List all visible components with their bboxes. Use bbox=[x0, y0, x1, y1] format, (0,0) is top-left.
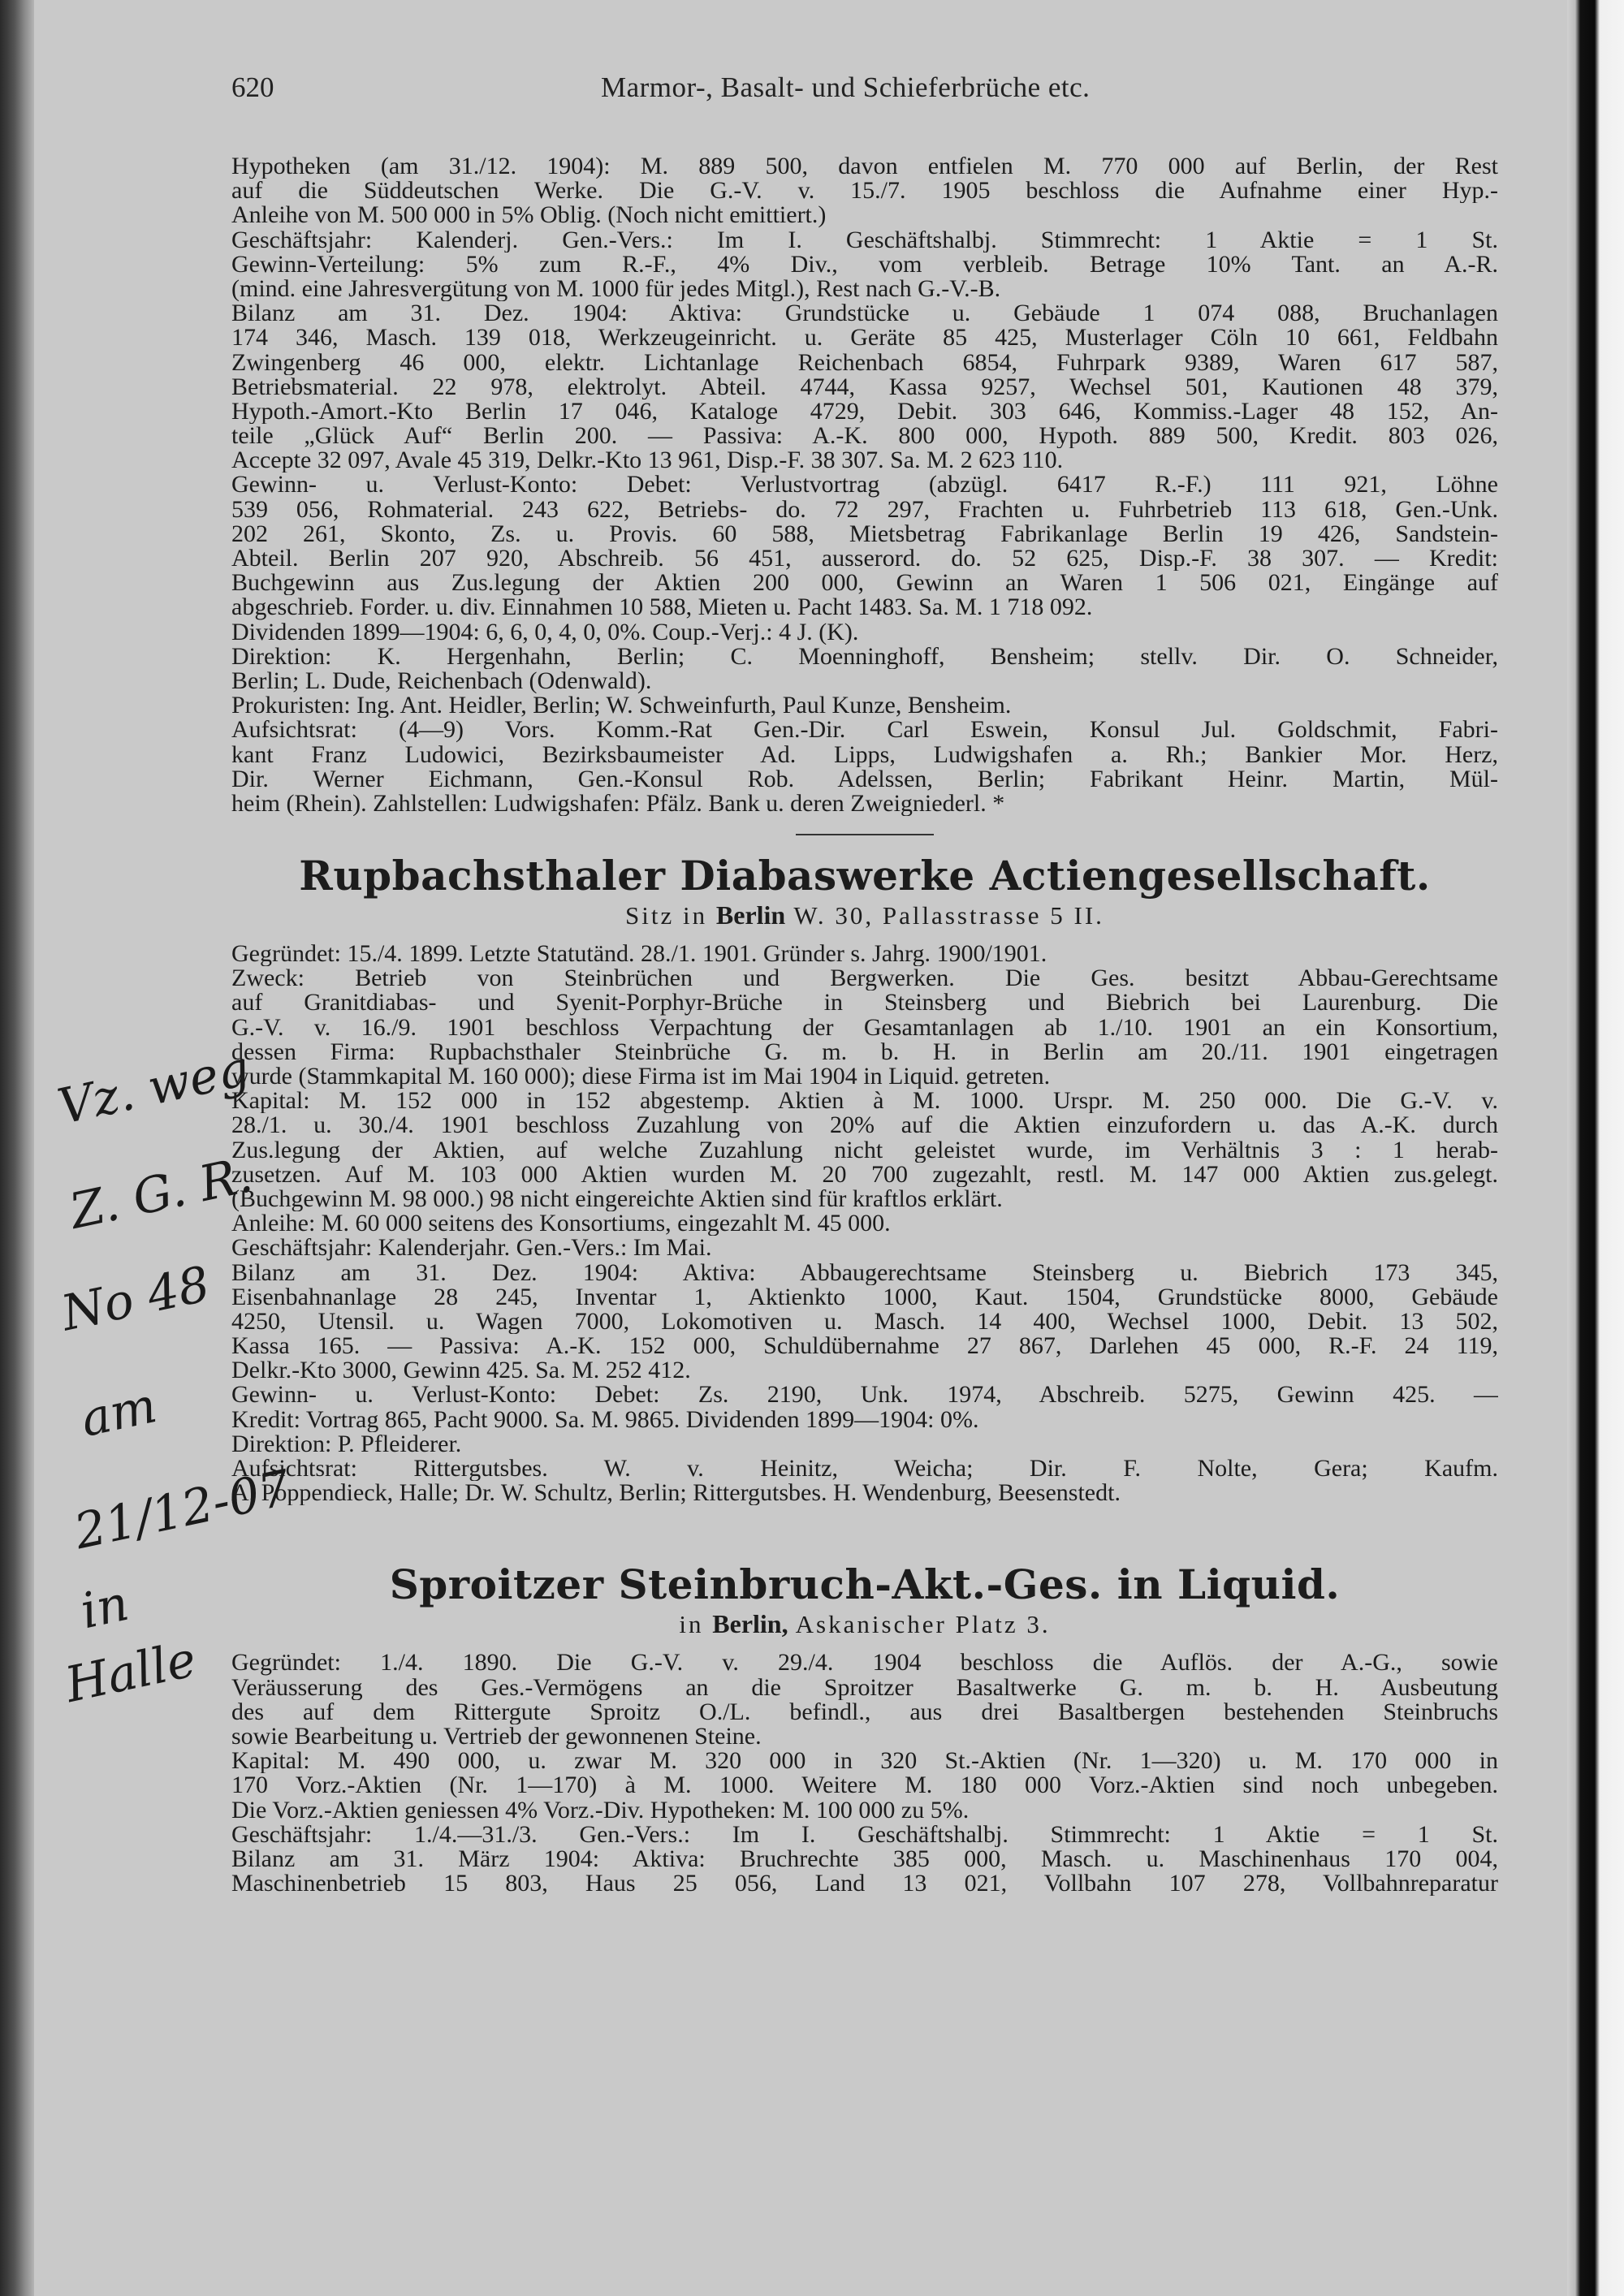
text-line: Kapital: M. 490 000, u. zwar M. 320 000 in 320 St.-Aktien (Nr. 1—320) u. M. 170 000 in bbox=[231, 1749, 1498, 1774]
text-line: Direktion: P. Pfleiderer. bbox=[231, 1431, 462, 1457]
text-line: Dividenden 1899—1904: 6, 6, 0, 4, 0, 0%. Coup.-Verj.: 4 J. (K). bbox=[231, 619, 859, 645]
text-line: Direktion: K. Hergenhahn, Berlin; C. Moenninghoff, Bensheim; stellv. Dir. O. Schneider, bbox=[231, 644, 1498, 669]
text-line: kant Franz Ludowici, Bezirksbaumeister Ad. Lipps, Ludwigshafen a. Rh.; Bankier Mor. Herz, bbox=[231, 742, 1498, 767]
text-line: Dir. Werner Eichmann, Gen.-Konsul Rob. Adelssen, Berlin; Fabrikant Heinr. Martin, Mül- bbox=[231, 766, 1498, 792]
text-line: zusetzen. Auf M. 103 000 Aktien wurden M. 20 700 zugezahlt, restl. M. 147 000 Aktien zus.gelegt. bbox=[231, 1162, 1498, 1187]
text-line: 170 Vorz.-Aktien (Nr. 1—170) à M. 1000. Weitere M. 180 000 Vorz.-Aktien sind noch unbegeben. bbox=[231, 1773, 1498, 1798]
text-line: Betriebsmaterial. 22 978, elektrolyt. Abteil. 4744, Kassa 9257, Wechsel 501, Kautionen 48 379, bbox=[231, 374, 1498, 399]
text-line: Delkr.-Kto 3000, Gewinn 425. Sa. M. 252 412. bbox=[231, 1358, 691, 1383]
text-line: Geschäftsjahr: 1./4.—31./3. Gen.-Vers.: Im I. Geschäftshalbj. Stimmrecht: 1 Aktie = 1 St. bbox=[231, 1822, 1498, 1847]
text-line: abgeschrieb. Forder. u. div. Einnahmen 10 588, Mieten u. Pacht 1483. Sa. M. 1 718 092. bbox=[231, 595, 1093, 620]
book-binding-edge bbox=[0, 0, 34, 2296]
text-line: Gegründet: 1./4. 1890. Die G.-V. v. 29./4. 1904 beschloss die Auflös. der A.-G., sowie bbox=[231, 1651, 1498, 1676]
company-entry-rupbachsthaler bbox=[231, 942, 1498, 1505]
text-line: Eisenbahnanlage 28 245, Inventar 1, Aktienkto 1000, Kaut. 1504, Grundstücke 8000, Gebäude bbox=[231, 1284, 1498, 1310]
text-line: Kredit: Vortrag 865, Pacht 9000. Sa. M. 9865. Dividenden 1899—1904: 0%. bbox=[231, 1407, 979, 1432]
seat-address: W. 30, Pallasstrasse 5 II. bbox=[793, 901, 1104, 930]
company-heading-sproitzer: Sproitzer Steinbruch-Akt.-Ges. in Liquid. bbox=[389, 1560, 1341, 1609]
text-line: Accepte 32 097, Avale 45 319, Delkr.-Kto 13 961, Disp.-F. 38 307. Sa. M. 2 623 110. bbox=[231, 448, 1064, 473]
text-line: 4250, Utensil. u. Wagen 7000, Lokomotiven u. Masch. 14 400, Wechsel 1000, Debit. 13 502, bbox=[231, 1309, 1498, 1335]
text-line: Gewinn-Verteilung: 5% zum R.-F., 4% Div., vom verbleib. Betrage 10% Tant. an A.-R. bbox=[231, 252, 1498, 277]
text-line: auf die Süddeutschen Werke. Die G.-V. v. 15./7. 1905 beschloss die Aufnahme einer Hyp.- bbox=[231, 179, 1498, 204]
text-line: Aufsichtsrat: (4—9) Vors. Komm.-Rat Gen.-Dir. Carl Eswein, Konsul Jul. Goldschmit, Fabri- bbox=[231, 718, 1498, 743]
text-line: heim (Rhein). Zahlstellen: Ludwigshafen: Pfälz. Bank u. deren Zweigniederl. * bbox=[231, 791, 1005, 817]
handwritten-line: am bbox=[76, 1377, 162, 1448]
text-line: Anleihe: M. 60 000 seitens des Konsortiums, eingezahlt M. 45 000. bbox=[231, 1211, 891, 1236]
text-line: sowie Bearbeitung u. Vertrieb der gewonnenen Steine. bbox=[231, 1724, 762, 1750]
handwritten-line: Z. G. R. bbox=[65, 1146, 257, 1241]
text-line: (Buchgewinn M. 98 000.) 98 nicht eingereichte Aktien sind für kraftlos erklärt. bbox=[231, 1186, 1003, 1212]
running-title: Marmor-, Basalt- und Schieferbrüche etc. bbox=[601, 71, 1091, 103]
text-line: (mind. eine Jahresvergütung von M. 1000 für jedes Mitgl.), Rest nach G.-V.-B. bbox=[231, 276, 1001, 302]
company-entry-sproitzer bbox=[231, 1651, 1498, 1896]
text-line: Hypotheken (am 31./12. 1904): M. 889 500, davon entfielen M. 770 000 auf Berlin, der Rest bbox=[231, 154, 1498, 179]
seat-prefix: in bbox=[679, 1610, 704, 1639]
seat-prefix: Sitz in bbox=[625, 901, 708, 930]
text-line: Zwingenberg 46 000, elektr. Lichtanlage Reichenbach 6854, Fuhrpark 9389, Waren 617 587, bbox=[231, 350, 1498, 375]
text-line: Bilanz am 31. Dez. 1904: Aktiva: Grundstücke u. Gebäude 1 074 088, Bruchanlagen bbox=[231, 301, 1498, 326]
seat-city: Berlin, bbox=[712, 1609, 788, 1639]
text-line: teile „Glück Auf“ Berlin 200. — Passiva: A.-K. 800 000, Hypoth. 889 500, Kredit. 803 026, bbox=[231, 424, 1498, 449]
handwritten-line: No 48 bbox=[56, 1255, 215, 1343]
text-line: Zus.legung der Aktien, auf welche Zuzahlung nicht geleistet wurde, im Verhältnis 3 : 1 herab- bbox=[231, 1137, 1498, 1163]
text-line: Maschinenbetrieb 15 803, Haus 25 056, Land 13 021, Vollbahn 107 278, Vollbahnreparatur bbox=[231, 1871, 1498, 1897]
text-line: Geschäftsjahr: Kalenderj. Gen.-Vers.: Im I. Geschäftshalbj. Stimmrecht: 1 Aktie = 1 St. bbox=[231, 227, 1498, 252]
page-number: 620 bbox=[231, 71, 274, 103]
handwritten-line: Vz. weg bbox=[53, 1039, 255, 1137]
previous-company-continuation bbox=[231, 154, 1498, 816]
text-line: 539 056, Rohmaterial. 243 622, Betriebs- do. 72 297, Frachten u. Fuhrbetrieb 113 618, Gen.-Unk. bbox=[231, 497, 1498, 522]
text-line: Bilanz am 31. Dez. 1904: Aktiva: Abbaugerechtsame Steinsberg u. Biebrich 173 345, bbox=[231, 1260, 1498, 1285]
company-seat-sproitzer bbox=[231, 1609, 1498, 1639]
page-right-edge bbox=[1567, 0, 1624, 2296]
text-line: Veräusserung des Ges.-Vermögens an die Sproitzer Basaltwerke G. m. b. H. Ausbeutung bbox=[231, 1675, 1498, 1700]
text-line: Die Vorz.-Aktien geniessen 4% Vorz.-Div. Hypotheken: M. 100 000 zu 5%. bbox=[231, 1798, 970, 1823]
text-line: auf Granitdiabas- und Syenit-Porphyr-Brüche in Steinsberg und Biebrich bei Laurenburg. Die bbox=[231, 990, 1498, 1016]
text-line: Aufsichtsrat: Rittergutsbes. W. v. Heinitz, Weicha; Dir. F. Nolte, Gera; Kaufm. bbox=[231, 1457, 1498, 1482]
page-content bbox=[231, 71, 1498, 1896]
handwritten-margin-note bbox=[49, 1039, 296, 1715]
seat-city: Berlin bbox=[715, 900, 786, 930]
text-line: Kapital: M. 152 000 in 152 abgestemp. Aktien à M. 1000. Urspr. M. 250 000. Die G.-V. v. bbox=[231, 1089, 1498, 1114]
text-line: Buchgewinn aus Zus.legung der Aktien 200 000, Gewinn an Waren 1 506 021, Eingänge auf bbox=[231, 571, 1498, 596]
text-line: dessen Firma: Rupbachsthaler Steinbrüche G. m. b. H. in Berlin am 20./11. 1901 eingetragen bbox=[231, 1039, 1498, 1064]
text-line: Gewinn- u. Verlust-Konto: Debet: Verlustvortrag (abzügl. 6417 R.-F.) 111 921, Löhne bbox=[231, 473, 1498, 498]
text-line: Bilanz am 31. März 1904: Aktiva: Bruchrechte 385 000, Masch. u. Maschinenhaus 170 004, bbox=[231, 1846, 1498, 1872]
company-heading-rupbachsthaler: Rupbachsthaler Diabaswerke Actiengesellschaft. bbox=[299, 852, 1431, 900]
text-line: 28./1. u. 30./4. 1901 beschloss Zuzahlung von 20% auf die Aktien einzufordern u. das A.-K. durch bbox=[231, 1113, 1498, 1138]
text-line: Kassa 165. — Passiva: A.-K. 152 000, Schuldübernahme 27 867, Darlehen 45 000, R.-F. 24 119, bbox=[231, 1334, 1498, 1359]
seat-address: Askanischer Platz 3. bbox=[795, 1610, 1051, 1639]
text-line: 202 261, Skonto, Zs. u. Provis. 60 588, Mietsbetrag Fabrikanlage Berlin 19 426, Sandstein- bbox=[231, 521, 1498, 546]
text-line: 174 346, Masch. 139 018, Werkzeugeinricht. u. Geräte 85 425, Musterlager Cöln 10 661, Feldbahn bbox=[231, 326, 1498, 351]
company-seat-rupbachsthaler bbox=[231, 900, 1498, 930]
section-divider bbox=[796, 834, 934, 835]
text-line: Abteil. Berlin 207 920, Abschreib. 56 451, ausserord. do. 52 625, Disp.-F. 38 307. — Kredit: bbox=[231, 546, 1498, 572]
text-line: wurde (Stammkapital M. 160 000); diese Firma ist im Mai 1904 in Liquid. getreten. bbox=[231, 1064, 1051, 1090]
text-line: Zweck: Betrieb von Steinbrüchen und Bergwerken. Die Ges. besitzt Abbau-Gerechtsame bbox=[231, 966, 1498, 991]
handwritten-line: in bbox=[76, 1574, 134, 1641]
handwritten-line: 21/12-07 bbox=[69, 1459, 296, 1561]
text-line: Hypoth.-Amort.-Kto Berlin 17 046, Kataloge 4729, Debit. 303 646, Kommiss.-Lager 48 152, An- bbox=[231, 399, 1498, 425]
text-line: Geschäftsjahr: Kalenderjahr. Gen.-Vers.: Im Mai. bbox=[231, 1236, 712, 1261]
text-line: des auf dem Rittergute Sproitz O./L. befindl., aus drei Basaltbergen bestehenden Steinbruchs bbox=[231, 1699, 1498, 1724]
running-header bbox=[231, 71, 1498, 120]
text-line: A. Poppendieck, Halle; Dr. W. Schultz, Berlin; Rittergutsbes. H. Wendenburg, Beesenstedt. bbox=[231, 1481, 1121, 1506]
text-line: G.-V. v. 16./9. 1901 beschloss Verpachtung der Gesamtanlagen ab 1./10. 1901 an ein Konsortium, bbox=[231, 1015, 1498, 1040]
text-line: Anleihe von M. 500 000 in 5% Oblig. (Noch nicht emittiert.) bbox=[231, 203, 827, 228]
text-line: Berlin; L. Dude, Reichenbach (Odenwald). bbox=[231, 668, 652, 694]
handwritten-line: Halle bbox=[60, 1630, 201, 1715]
text-line: Gegründet: 15./4. 1899. Letzte Statutänd. 28./1. 1901. Gründer s. Jahrg. 1900/1901. bbox=[231, 942, 1047, 967]
text-line: Gewinn- u. Verlust-Konto: Debet: Zs. 2190, Unk. 1974, Abschreib. 5275, Gewinn 425. — bbox=[231, 1383, 1498, 1408]
text-line: Prokuristen: Ing. Ant. Heidler, Berlin; W. Schweinfurth, Paul Kunze, Bensheim. bbox=[231, 693, 1012, 719]
